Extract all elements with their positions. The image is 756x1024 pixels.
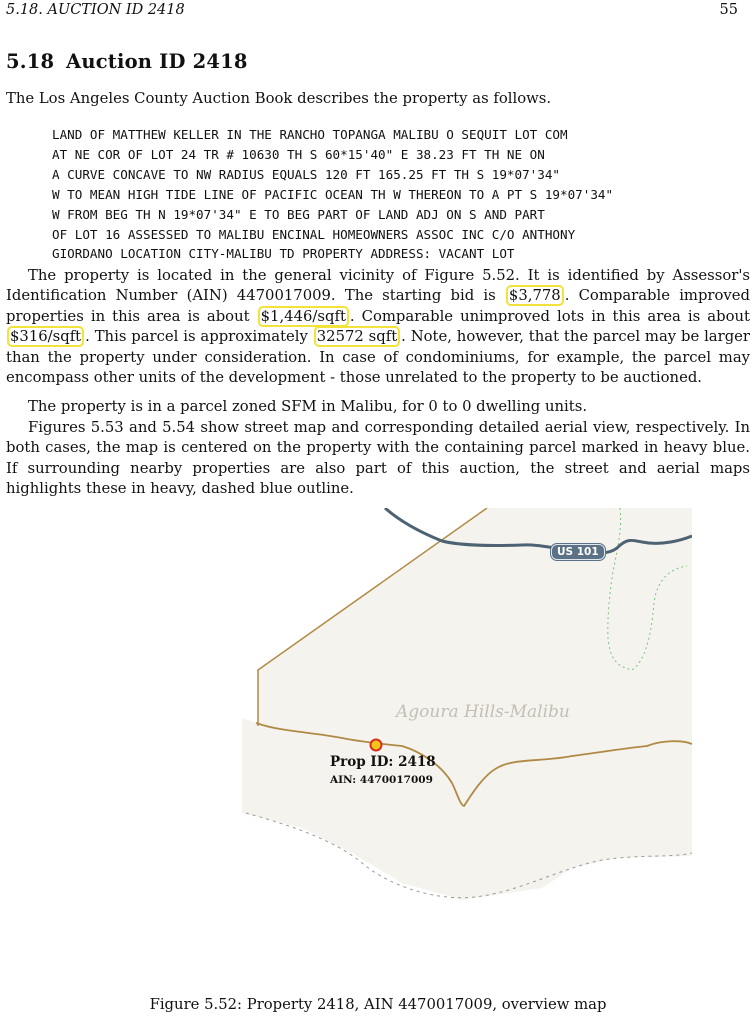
- parcel-size-highlight: 32572 sqft: [314, 326, 400, 347]
- details-text: The property is located in the general vicinity of Figure 5.52. It is identified by Assessor's Identification Number (AIN) 4470017009. The starting bid is: [6, 267, 750, 305]
- zoning-paragraph: The property is in a parcel zoned SFM in Malibu, for 0 to 0 dwelling units.: [28, 398, 588, 415]
- section-number: 5.18: [6, 50, 55, 73]
- legal-line: LAND OF MATTHEW KELLER IN THE RANCHO TOPANGA MALIBU O SEQUIT LOT COM: [52, 127, 568, 142]
- legal-line: W TO MEAN HIGH TIDE LINE OF PACIFIC OCEAN TH W THEREON TO A PT S 19*07'34": [52, 186, 614, 202]
- intro-paragraph: The Los Angeles County Auction Book describes the property as follows.: [6, 90, 552, 107]
- details-paragraph: [6, 266, 750, 388]
- details-text: . This parcel is approximately: [85, 328, 308, 346]
- legal-line: A CURVE CONCAVE TO NW RADIUS EQUALS 120 FT 165.25 FT TH S 19*07'34": [52, 166, 560, 182]
- details-text: . Comparable improved properties in this area is about: [6, 287, 750, 325]
- us-101-shield-icon: US 101: [551, 544, 605, 560]
- ain-label: AIN: 4470017009: [330, 774, 433, 786]
- figure-caption: Figure 5.52: Property 2418, AIN 4470017009, overview map: [149, 996, 607, 1013]
- running-header: [6, 2, 738, 18]
- legal-line: W FROM BEG TH N 19*07'34" E TO BEG PART OF LAND ADJ ON S AND PART: [52, 206, 545, 222]
- section-title: [6, 50, 248, 73]
- region-label: Agoura Hills-Malibu: [396, 702, 570, 722]
- starting-bid-highlight: $3,778: [506, 285, 564, 306]
- details-text: . Comparable unimproved lots in this area is about: [349, 307, 750, 325]
- legal-line: AT NE COR OF LOT 24 TR # 10630 TH S 60*15'40" E 38.23 FT TH NE ON: [52, 146, 545, 162]
- property-marker: [371, 740, 382, 751]
- running-title: 5.18. AUCTION ID 2418: [6, 2, 185, 18]
- overview-map: [242, 508, 692, 900]
- details-text: . Note, however, that the parcel may be larger than the property under consideration. In case of condominiums, for example, the parcel may encompass other units of the development - those unrelated to the property to be auctioned.: [6, 328, 750, 387]
- legal-description: [52, 125, 613, 264]
- unimproved-price-highlight: $316/sqft: [7, 326, 84, 347]
- legal-line: GIORDANO LOCATION CITY-MALIBU TD PROPERTY ADDRESS: VACANT LOT: [52, 246, 515, 262]
- improved-price-highlight: $1,446/sqft: [258, 306, 349, 327]
- legal-line: OF LOT 16 ASSESSED TO MALIBU ENCINAL HOMEOWNERS ASSOC INC C/O ANTHONY: [52, 226, 576, 242]
- prop-id-label: Prop ID: 2418: [330, 754, 436, 770]
- page-number: 55: [719, 2, 738, 18]
- figures-paragraph: Figures 5.53 and 5.54 show street map and corresponding detailed aerial view, respectively. In both cases, the map is centered on the property with the containing parcel marked in heavy blue. If surrounding nearby properties are also part of this auction, the street and aerial maps highlights these in heavy, dashed blue outline.: [6, 419, 750, 498]
- section-title-text: Auction ID 2418: [66, 50, 248, 73]
